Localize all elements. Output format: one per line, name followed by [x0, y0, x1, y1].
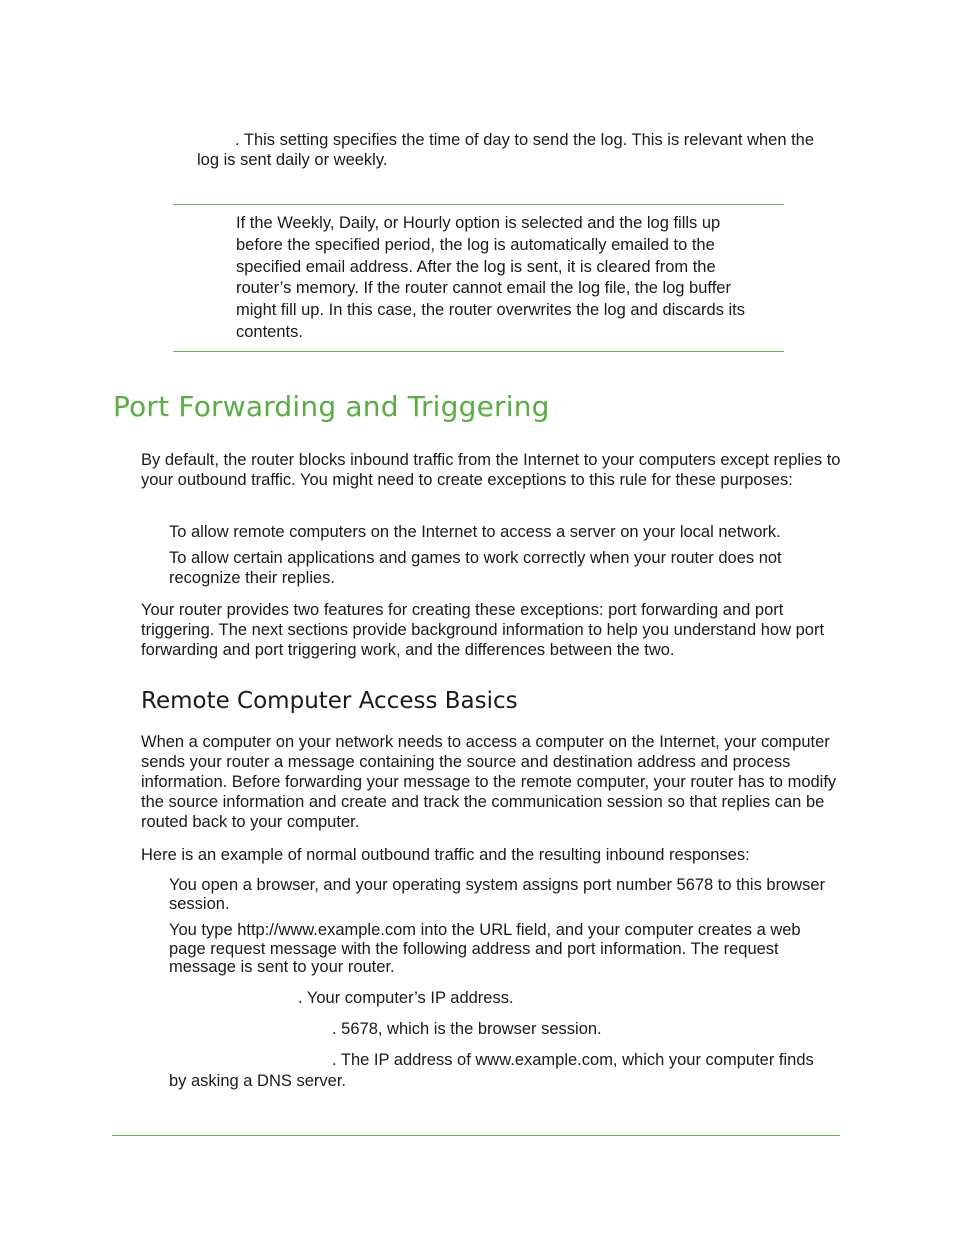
time-setting-text: . This setting specifies the time of day to send the log. This is relevant when the: [235, 131, 815, 149]
section-title: Port Forwarding and Triggering: [113, 390, 550, 423]
destination-address-detail: . The IP address of www.example.com, which your computer finds: [332, 1051, 814, 1069]
list-item: You open a browser, and your operating system assigns port number 5678 to this browser session.: [169, 876, 826, 913]
list-item: To allow certain applications and games to work correctly when your router does not recognize their replies.: [169, 549, 782, 587]
time-setting-text-cont: log is sent daily or weekly.: [197, 151, 388, 169]
source-port-detail: . 5678, which is the browser session.: [332, 1020, 602, 1038]
access-paragraph: When a computer on your network needs to access a computer on the Internet, your computer sends your router a message containing the source and destination address and process information. Before forwarding your message to the remote computer, your router has to modify the source information and create and track the communication session so that replies can be routed back to your computer.: [141, 733, 837, 831]
source-address-detail: . Your computer’s IP address.: [298, 989, 514, 1007]
note-text: If the Weekly, Daily, or Hourly option is selected and the log fills up before the specified period, the log is automatically emailed to the specified email address. After the log is sent, it is cleared from the router’s memory. If the router cannot email the log file, the log buffer might fill up. In this case, the router overwrites the log and discards its contents.: [236, 214, 745, 341]
subsection-title: Remote Computer Access Basics: [141, 688, 518, 714]
features-paragraph: Your router provides two features for creating these exceptions: port forwarding and port triggering. The next sections provide background information to help you understand how port forwarding and port triggering work, and the differences between the two.: [141, 601, 825, 659]
destination-address-detail-cont: by asking a DNS server.: [169, 1072, 346, 1090]
list-item: You type http://www.example.com into the URL field, and your computer creates a web page request message with the following address and port information. The request message is sent to your router.: [169, 921, 801, 976]
note-bottom-rule: [173, 351, 784, 352]
footer-rule: [112, 1135, 840, 1136]
section-intro: By default, the router blocks inbound traffic from the Internet to your computers except replies to your outbound traffic. You might need to create exceptions to this rule for these purposes:: [141, 451, 841, 489]
example-intro: Here is an example of normal outbound traffic and the resulting inbound responses:: [141, 846, 750, 864]
note-top-rule: [173, 204, 784, 205]
list-item: To allow remote computers on the Internet to access a server on your local network.: [169, 523, 781, 541]
